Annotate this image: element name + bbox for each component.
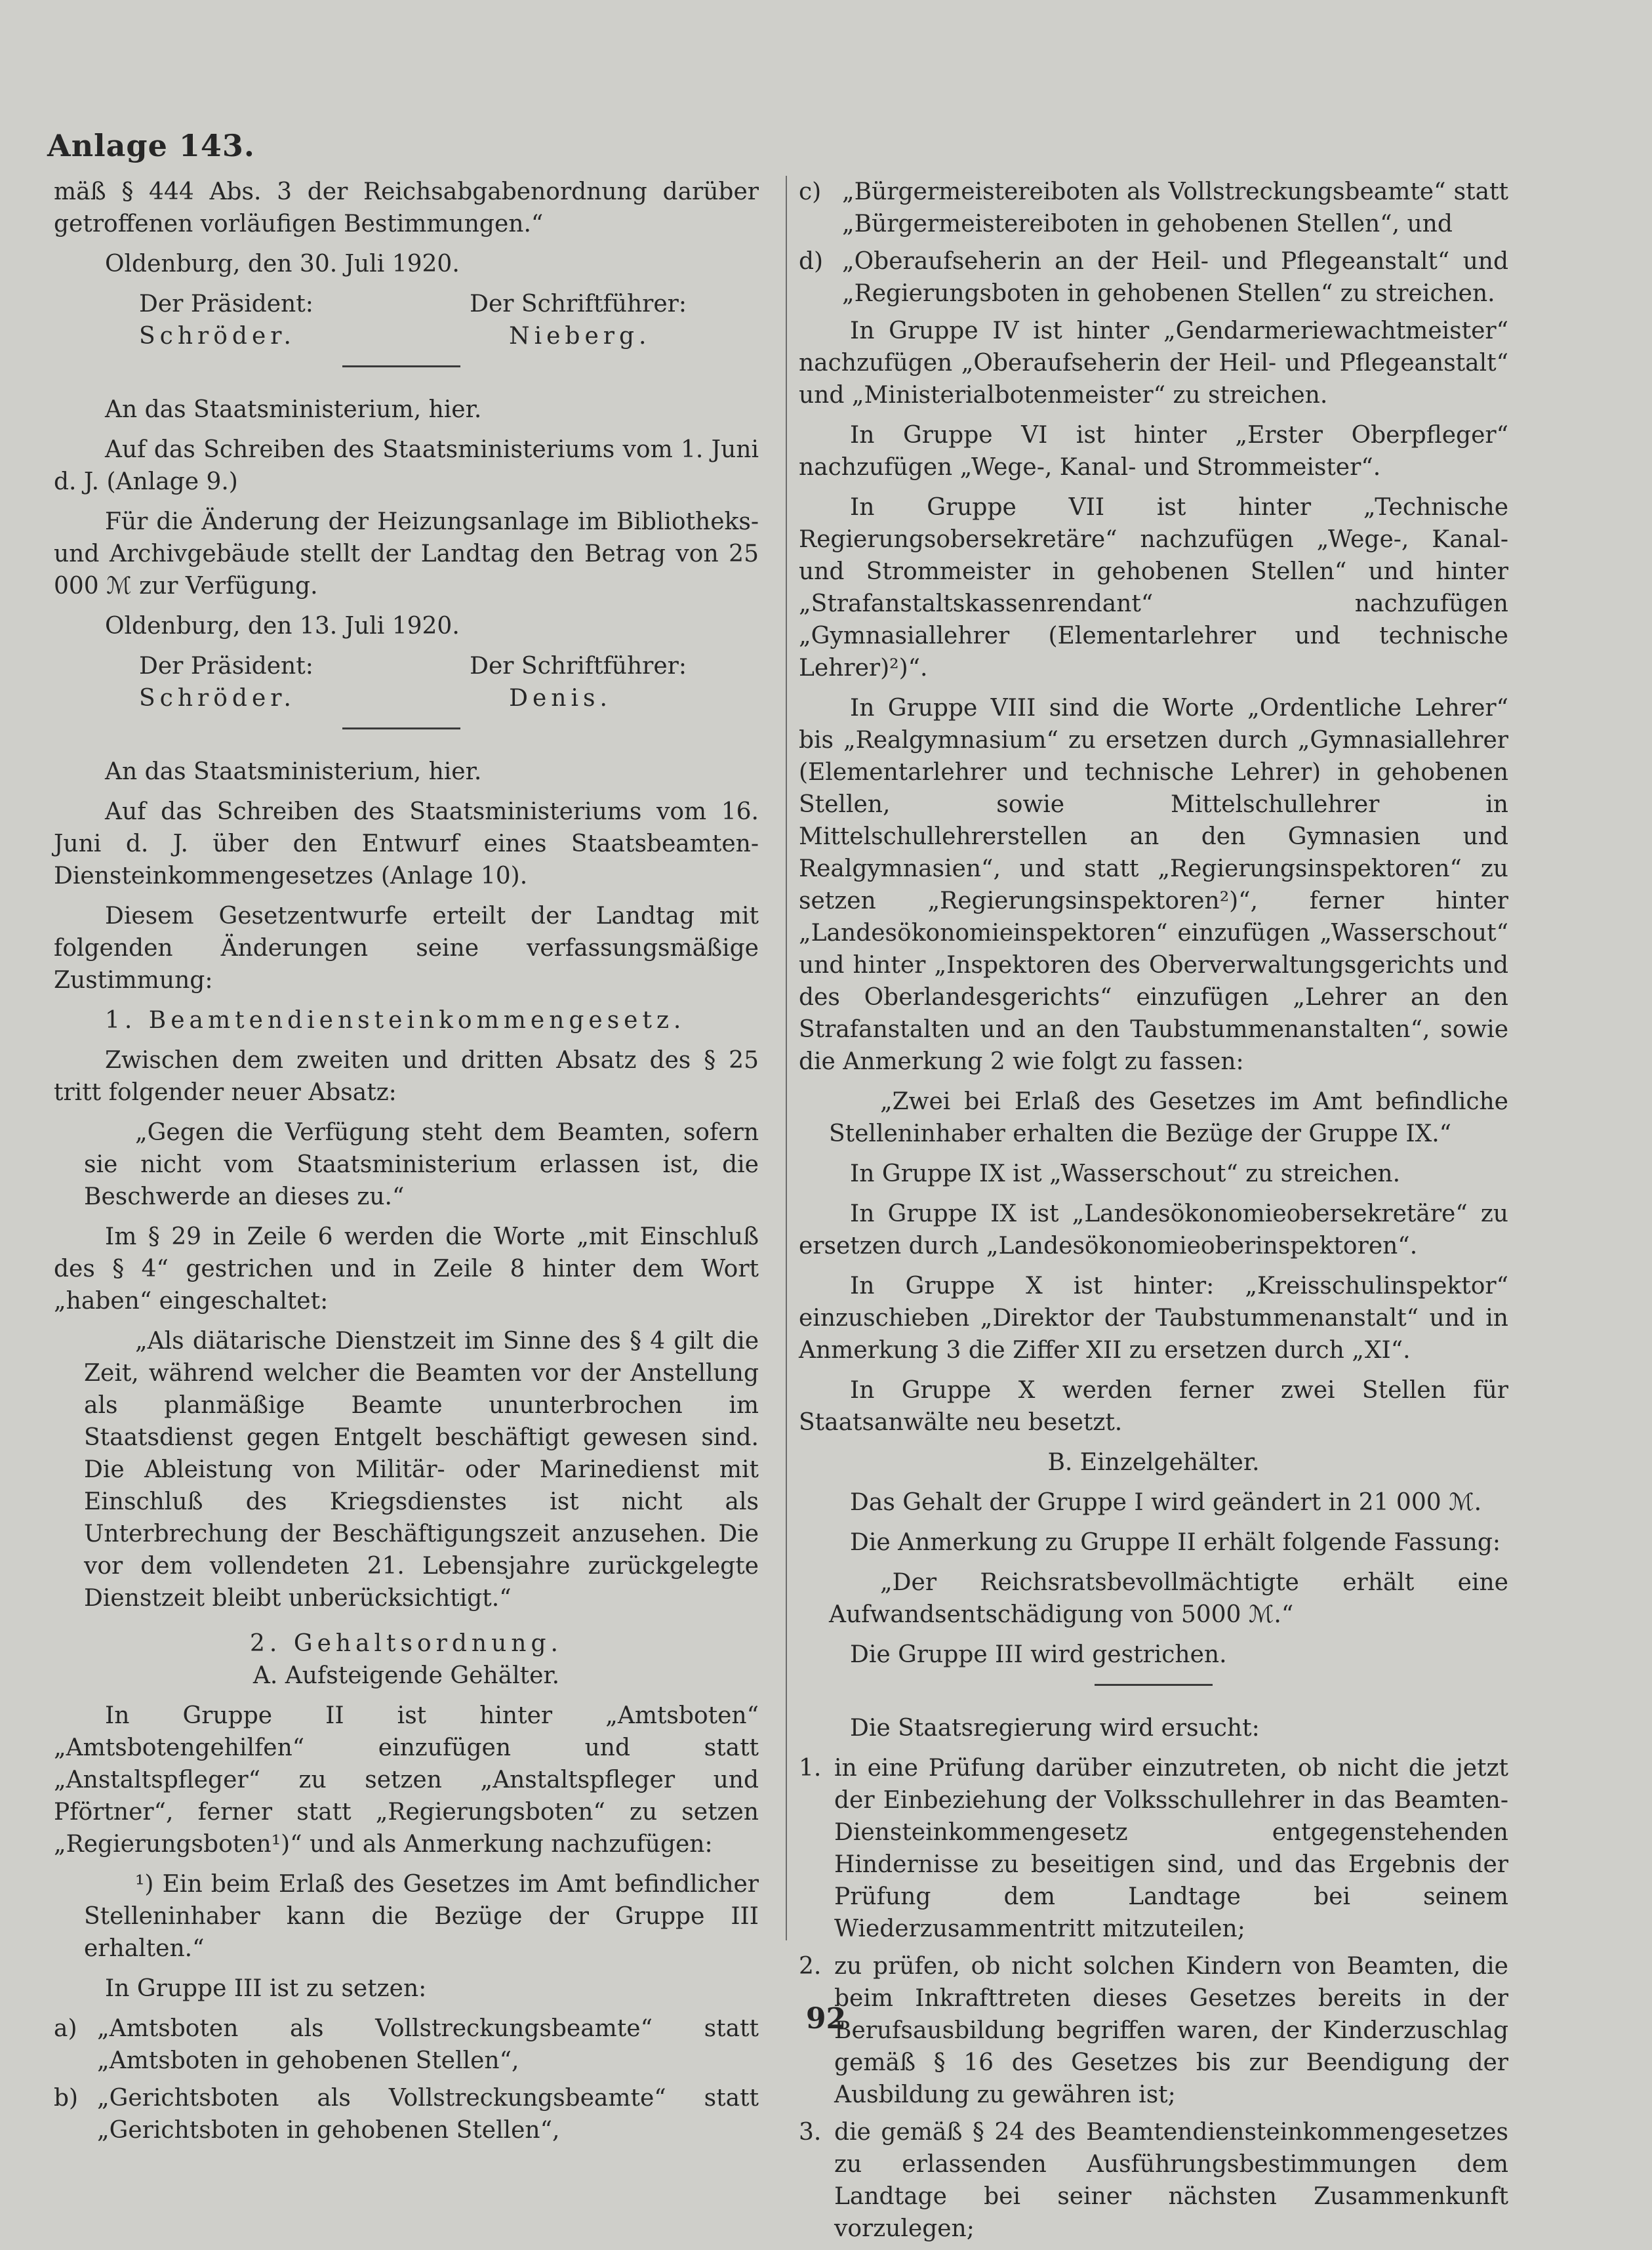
section-heading: 1. Beamtendiensteinkommengesetz. [105, 1007, 686, 1034]
section-rule [1095, 1684, 1213, 1686]
paragraph: In Gruppe II ist hinter „Amtsboten“ „Amtsbotengehilfen“ einzufügen und statt „Anstaltspfleger“ zu setzen „Anstaltspfleger und Pförtner“, ferner statt „Regierungsboten“ zu setzen „Regierungsboten¹)“ und als Anmerkung nachzufügen: [54, 1702, 759, 1858]
section-rule [342, 365, 460, 367]
quoted-text: „Gegen die Verfügung steht dem Beamten, sofern sie nicht vom Staatsministerium erlassen ist, die Beschwerde an dieses zu.“ [84, 1119, 759, 1210]
signature-role-president: Der Präsident: [139, 653, 313, 680]
subsection-heading: B. Einzelgehälter. [1047, 1449, 1260, 1476]
paragraph: Zwischen dem zweiten und dritten Absatz des § 25 tritt folgender neuer Absatz: [54, 1047, 759, 1106]
paragraph: In Gruppe VII ist hinter „Technische Regierungsobersekretäre“ nachzufügen „Wege-, Kanal- und Strommeister in gehobenen Stellen“ und hinter „Strafanstaltskassenrendant“ nachzufügen „Gymnasiallehrer (Elementarlehrer und technische Lehrer)²)“. [799, 494, 1508, 682]
paragraph: In Gruppe IX ist „Landesökonomieobersekretäre“ zu ersetzen durch „Landesökonomieoberinspektoren“. [799, 1200, 1508, 1259]
paragraph: In Gruppe VIII sind die Worte „Ordentliche Lehrer“ bis „Realgymnasium“ zu ersetzen durch „Gymnasiallehrer (Elementarlehrer und technische Lehrer) in gehobenen Stellen, sowie Mittelschullehrer in Mittelschullehrerstellen an den Gymnasien und Realgymnasien“, und statt „Regierungsinspektoren“ zu setzen „Regierungsinspektoren²)“, ferner hinter „Landesökonomieinspektoren“ einzufügen „Wasserschout“ und hinter „Inspektoren des Oberverwaltungsgerichts und des Oberlandesgerichts“ einzufügen „Lehrer an den Strafanstalten und an den Taubstummenanstalten“, sowie die Anmerkung 2 wie folgt zu fassen: [799, 695, 1508, 1075]
numbered-item-label: 2. [799, 1953, 822, 1980]
footnote-text: ¹) Ein beim Erlaß des Gesetzes im Amt befindlicher Stelleninhaber kann die Bezüge der Gruppe III erhalten.“ [84, 1871, 759, 1962]
list-item-text: „Gerichtsboten als Vollstreckungsbeamte“ statt „Gerichtsboten in gehobenen Stellen“, [97, 2085, 759, 2144]
paragraph: Diesem Gesetzentwurfe erteilt der Landtag mit folgenden Änderungen seine verfassungsmäßige Zustimmung: [54, 903, 759, 994]
section-heading: 2. Gehaltsordnung. [250, 1630, 563, 1657]
signature-role-secretary: Der Schriftführer: [470, 653, 687, 680]
page-number: 92 [805, 2002, 847, 2035]
numbered-item-text: die gemäß § 24 des Beamtendiensteinkommengesetzes zu erlassenden Ausführungsbestimmungen dem Landtage bei seiner nächsten Zusammenkunft vorzulegen; [834, 2119, 1508, 2242]
signature-name-president: Schröder. [139, 685, 296, 712]
date-line: Oldenburg, den 13. Juli 1920. [105, 613, 460, 640]
signature-block [54, 288, 759, 352]
numbered-item-text: zu prüfen, ob nicht solchen Kindern von Beamten, die beim Inkrafttreten dieses Gesetzes bereits in der Berufsausbildung begriffen waren, der Kinderzuschlag gemäß § 16 des Gesetzes bis zur Beendigung der Ausbildung zu gewähren ist; [834, 1953, 1508, 2108]
paragraph: In Gruppe III ist zu setzen: [105, 1975, 427, 2002]
paragraph: Für die Änderung der Heizungsanlage im Bibliotheks- und Archivgebäude stellt der Landtag den Betrag von 25 000 ℳ zur Verfügung. [54, 508, 759, 600]
paragraph: In Gruppe X ist hinter: „Kreisschulinspektor“ einzuschieben „Direktor der Taubstummenanstalt“ und in Anmerkung 3 die Ziffer XII zu ersetzen durch „XI“. [799, 1273, 1508, 1364]
paragraph: mäß § 444 Abs. 3 der Reichsabgabenordnung darüber getroffenen vorläufigen Bestimmungen.“ [54, 178, 759, 237]
address-line: An das Staatsministerium, hier. [105, 758, 482, 785]
list-item [799, 176, 1508, 240]
section-rule [342, 727, 460, 729]
paragraph: In Gruppe X werden ferner zwei Stellen für Staatsanwälte neu besetzt. [799, 1377, 1508, 1436]
signature-name-president: Schröder. [139, 323, 296, 350]
right-column [799, 176, 1508, 2250]
numbered-item-label: 3. [799, 2119, 822, 2146]
address-line: An das Staatsministerium, hier. [105, 396, 482, 423]
paragraph: Auf das Schreiben des Staatsministeriums vom 1. Juni d. J. (Anlage 9.) [54, 436, 759, 495]
paragraph: Auf das Schreiben des Staatsministeriums vom 16. Juni d. J. über den Entwurf eines Staatsbeamten-Diensteinkommengesetzes (Anlage 10). [54, 798, 759, 890]
signature-role-secretary: Der Schriftführer: [470, 291, 687, 317]
paragraph: Im § 29 in Zeile 6 werden die Worte „mit Einschluß des § 4“ gestrichen und in Zeile 8 hinter dem Wort „haben“ eingeschaltet: [54, 1223, 759, 1315]
list-item-label: a) [54, 2015, 77, 2042]
list-item-text: „Bürgermeistereiboten als Vollstreckungsbeamte“ statt „Bürgermeistereiboten in gehobenen Stellen“, und [842, 178, 1508, 237]
signature-name-secretary: Nieberg. [509, 323, 651, 350]
signature-block [54, 650, 759, 714]
subsection-heading: A. Aufsteigende Gehälter. [252, 1662, 560, 1689]
paragraph: Die Gruppe III wird gestrichen. [850, 1641, 1227, 1668]
page-header: Anlage 143. [47, 128, 255, 163]
paragraph: In Gruppe IV ist hinter „Gendarmeriewachtmeister“ nachzufügen „Oberaufseherin der Heil- und Pflegeanstalt“ und „Ministerialbotenmeister“ zu streichen. [799, 317, 1508, 409]
quoted-text: „Als diätarische Dienstzeit im Sinne des § 4 gilt die Zeit, während welcher die Beamten vor der Anstellung als planmäßige Beamte ununterbrochen im Staatsdienst gegen Entgelt beschäftigt gewesen sind. Die Ableistung von Militär- oder Marinedienst mit Einschluß des Kriegsdienstes ist nicht als Unterbrechung der Beschäftigungszeit anzusehen. Die vor dem vollendeten 21. Lebensjahre zurückgelegte Dienstzeit bleibt unberücksichtigt.“ [84, 1328, 759, 1612]
list-item-label: b) [54, 2085, 79, 2112]
list-item-text: „Oberaufseherin an der Heil- und Pflegeanstalt“ und „Regierungsboten in gehobenen Stellen“ zu streichen. [842, 248, 1508, 307]
date-line: Oldenburg, den 30. Juli 1920. [105, 251, 460, 277]
numbered-item-text: in eine Prüfung darüber einzutreten, ob nicht die jetzt der Einbeziehung der Volksschullehrer in das Beamten-Diensteinkommengesetz entgegenstehenden Hindernisse zu beseitigen sind, und das Ergebnis der Prüfung dem Landtage bei seinem Wiederzusammentritt mitzuteilen; [834, 1755, 1508, 1942]
list-item [54, 2082, 759, 2146]
numbered-item [799, 1752, 1508, 1945]
list-item-text: „Amtsboten als Vollstreckungsbeamte“ statt „Amtsboten in gehobenen Stellen“, [97, 2015, 759, 2074]
paragraph: Die Anmerkung zu Gruppe II erhält folgende Fassung: [850, 1529, 1501, 1556]
left-column [54, 176, 759, 2152]
list-item-label: c) [799, 178, 822, 205]
paragraph: Das Gehalt der Gruppe I wird geändert in 21 000 ℳ. [850, 1489, 1482, 1516]
list-item-label: d) [799, 248, 824, 275]
paragraph: Die Staatsregierung wird ersucht: [850, 1715, 1260, 1742]
signature-role-president: Der Präsident: [139, 291, 313, 317]
quoted-text: „Der Reichsratsbevollmächtigte erhält eine Aufwandsentschädigung von 5000 ℳ.“ [829, 1569, 1508, 1628]
paragraph: In Gruppe IX ist „Wasserschout“ zu streichen. [850, 1160, 1401, 1187]
signature-name-secretary: Denis. [509, 685, 612, 712]
column-divider [786, 176, 787, 1940]
list-item [799, 245, 1508, 310]
quoted-text: „Zwei bei Erlaß des Gesetzes im Amt befindliche Stelleninhaber erhalten die Bezüge der Gruppe IX.“ [829, 1088, 1508, 1147]
numbered-item-label: 1. [799, 1755, 822, 1782]
numbered-item [799, 2116, 1508, 2245]
paragraph: In Gruppe VI ist hinter „Erster Oberpfleger“ nachzufügen „Wege-, Kanal- und Strommeister“. [799, 422, 1508, 481]
